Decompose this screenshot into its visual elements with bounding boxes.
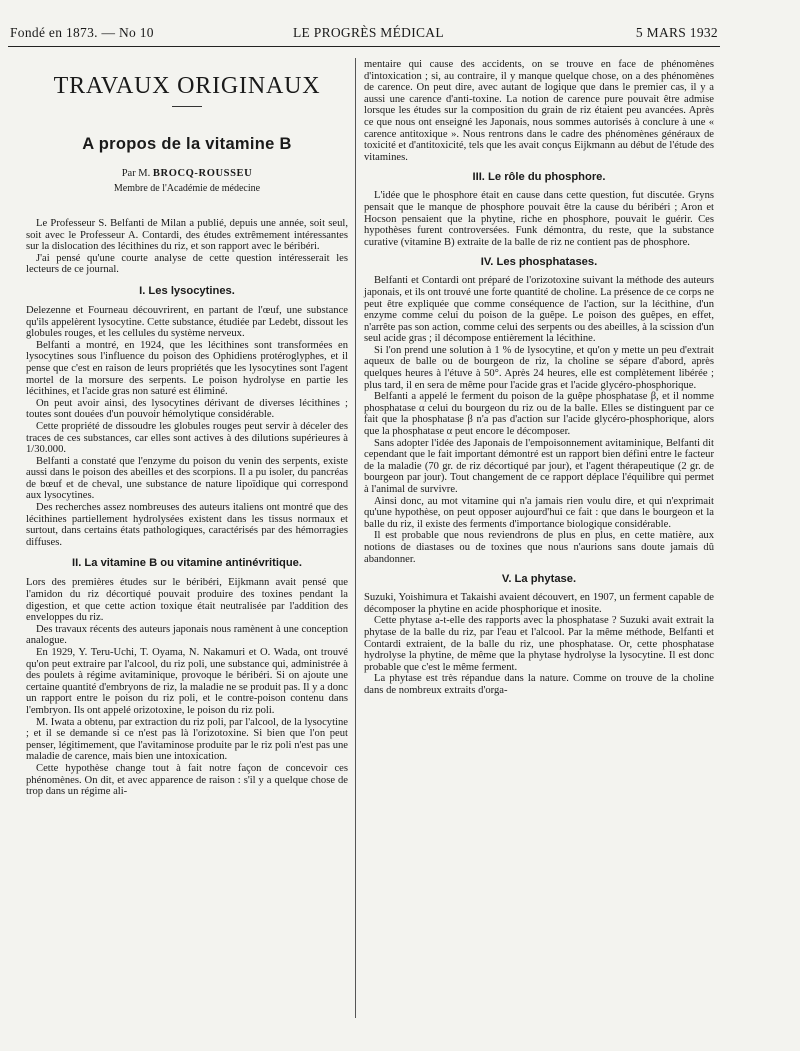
article-title: A propos de la vitamine B (82, 135, 292, 153)
paragraph: Belfanti a constaté que l'enzyme du poison du venin des serpents, existe aussi dans le poison des abeilles et des scorpions. Il a pu isoler, du pancréas de bœuf et de cheval, une substance de nature lipoïdique qui correspond aux lysocytines. (26, 455, 348, 502)
paragraph: Belfanti a montré, en 1924, que les lécithines sont transformées en lysocytines sous l'influence du poison des Ophidiens protéroglyphes, et il pense que c'est en raison de leurs propriétés que les lysocytines sont l'agent mortel de la morsure des serpents. Le poison hydrolyse en partie les lécithines, et l'acide gras non saturé est éliminé. (26, 339, 348, 398)
header-founded: Fondé en 1873. — No 10 (10, 25, 154, 40)
paragraph: On peut avoir ainsi, des lysocytines dérivant de diverses lécithines ; toutes sont douées d'un pouvoir hémolytique considérable. (26, 397, 348, 421)
author-affiliation: Membre de l'Académie de médecine (113, 183, 261, 194)
page-header (10, 25, 718, 41)
paragraph: Des travaux récents des auteurs japonais nous ramènent à une conception analogue. (26, 623, 348, 647)
paragraph: Belfanti a appelé le ferment du poison de la guêpe phosphatase β, et il nomme phosphatase α celui du bourgeon du riz ou de la balle. Elles se distinguent par ce fait que la phosphatase β n'a pas d'action sur l'acide glycéro-phosphorique, alors que la phosphatase α peut encore le décomposer. (364, 391, 714, 438)
paragraph: L'idée que le phosphore était en cause dans cette question, fut discutée. Gryns pensait que le manque de phosphore pouvait être la cause du béribéri ; Aron et Hocson pensaient que la phytine, riche en phosphore, pouvait le guérir. Ces hypothèses furent controversées. Funk démontra, du reste, que la substance curative (vitamine B) extraite de la balle de riz ne contient pas de phosphore. (364, 190, 714, 248)
paragraph: Si l'on prend une solution à 1 % de lysocytine, et qu'on y mette un peu d'extrait aqueux de balle ou de bourgeon de riz, la choline se sépare d'abord, après quelques heures à l'étuve à 50°. Après 24 heures, elle est complètement libérée ; plus tard, il en sera de même pour l'acide gras et l'acide glycéro-phosphorique. (364, 344, 714, 391)
section-vitamine-b (26, 577, 348, 797)
section-phosphore (364, 190, 714, 248)
journal-name: LE PROGRÈS MÉDICAL (293, 25, 444, 40)
paragraph: En 1929, Y. Teru-Uchi, T. Oyama, N. Nakamuri et O. Wada, ont trouvé qu'on peut extraire par l'alcool, du riz poli, une substance qui, administrée à des poulets à régime avitaminique, provoque le béribéri. Si on ajoute une certaine quantité d'embryons de riz, la maladie ne se produit pas. Il y a donc un rapport entre le poison du riz poli, et le contre-poison contenu dans l'embryon. Ils ont appelé orizotoxine, le poison du riz poli. (26, 647, 348, 716)
paragraph: Cette propriété de dissoudre les globules rouges peut servir à déceler des traces de ces substances, car elles sont actives à des dilutions supérieures à 1/30.000. (26, 420, 348, 456)
title-rule (172, 106, 202, 107)
paragraph: J'ai pensé qu'une courte analyse de cette question intéresserait les lecteurs de ce journal. (26, 252, 348, 276)
paragraph: Cette phytase a-t-elle des rapports avec la phosphatase ? Suzuki avait extrait la phytase de la balle du riz, par l'eau et l'alcool. Par la même méthode, Belfanti et Contardi extraient, de la balle du riz, une phosphatase. Or, cette phosphatase hydrolyse la phytine, de même que la phytase hydrolyse la lysocytine. Il est donc probable que c'est le même ferment. (364, 615, 714, 673)
section-title: TRAVAUX ORIGINAUX (53, 73, 321, 99)
column-divider (355, 58, 356, 1018)
header-rule (8, 46, 720, 47)
paragraph: Delezenne et Fourneau découvrirent, en partant de l'œuf, une substance qu'ils appelèrent lysocytine. Cette substance, étudiée par Ledebt, dissout les globules rouges, et les cellules du système nerveux. (26, 304, 348, 340)
intro-text (26, 218, 348, 276)
subheading-phytase: V. La phytase. (501, 573, 577, 586)
byline (26, 168, 348, 179)
section-lysocytines (26, 305, 348, 548)
paragraph: La phytase est très répandue dans la nature. Comme on trouve de la choline dans de nombreux extraits d'orga- (364, 673, 714, 696)
right-column (364, 59, 714, 697)
paragraph: Cette hypothèse change tout à fait notre façon de concevoir ces phénomènes. On dit, et avec apparence de raison : s'il y a quelque chose de trop dans un régime ali- (26, 762, 348, 798)
subheading-phosphatases: IV. Les phosphatases. (480, 256, 598, 269)
section-vitamine-b-continued (364, 59, 714, 163)
subheading-vitamine-b: II. La vitamine B ou vitamine antinévritique. (71, 557, 303, 570)
left-column (26, 55, 348, 798)
issue-date: 5 MARS 1932 (635, 25, 718, 40)
paragraph: Lors des premières études sur le béribéri, Eijkmann avait pensé que l'amidon du riz décortiqué pouvait produire des toxines pendant la digestion, et que cette action toxique était neutralisée par l'addition des enveloppes du riz. (26, 577, 348, 624)
paragraph: Sans adopter l'idée des Japonais de l'empoisonnement avitaminique, Belfanti dit cependant que le fait important démontré est un rapport bien défini entre le facteur de la maladie (70 gr. de riz décortiqué par jour), et l'agent thérapeutique (2 gr. de bourgeon par jour). Tout changement de ce rapport déplace l'équilibre qui permet à l'animal de survivre. (364, 437, 714, 495)
paragraph: Ainsi donc, au mot vitamine qui n'a jamais rien voulu dire, et qui n'exprimait qu'une hypothèse, on peut opposer aujourd'hui ce fait : que dans le bourgeon et la balle du riz, il existe des ferments d'importance biologique considérable. (364, 495, 714, 530)
section-phosphatases (364, 275, 714, 565)
paragraph: mentaire qui cause des accidents, on se trouve en face de phénomènes d'intoxication ; si, au contraire, il y manque quelque chose, on a des phénomènes de carence. On peut dire, avec autant de logique que dans le premier cas, il y a aussi une carence d'anti-toxine. La notion de carence pure pouvait être admise lorsque les études sur la composition du grain de riz étaient peu avancées. Après ce que nous ont enseigné les Japonais, nous sommes autorisés à conclure à une « carence antitoxique ». Nous rentrons dans le cadre des phénomènes généraux de toxicité et d'antitoxicité, tels que les avait conçus Eijkmann au début de l'étude des vitamines. (364, 59, 714, 163)
paragraph: M. Iwata a obtenu, par extraction du riz poli, par l'alcool, de la lysocytine ; et il se demande si ce n'est pas là l'orizotoxine. Si bien que l'on peut penser, légitimement, que l'avitaminose produite par le riz poli n'est pas une maladie de carence, mais bien une intoxication. (26, 716, 348, 763)
subheading-lysocytines: I. Les lysocytines. (139, 284, 235, 297)
paragraph: Le Professeur S. Belfanti de Milan a publié, depuis une année, soit seul, soit avec le Professeur A. Contardi, des études extrêmement intéressantes sur la dislocation des lécithines du riz, et son rapport avec le béribéri. (26, 218, 348, 253)
author-name: BROCQ-ROUSSEU (152, 168, 253, 179)
paragraph: Des recherches assez nombreuses des auteurs italiens ont montré que des lécithines partiellement hydrolysées existent dans les tissus normaux et surtout, dans certains états pathologiques, caractérisés par des hémorragies diffuses. (26, 502, 348, 548)
byline-prefix: Par M. (121, 168, 151, 179)
paragraph: Il est probable que nous reviendrons de plus en plus, en cette matière, aux notions de diastases ou de toxines que nous n'aurions sans doute jamais dû abandonner. (364, 530, 714, 565)
section-phytase (364, 592, 714, 696)
paragraph: Suzuki, Yoishimura et Takaishi avaient découvert, en 1907, un ferment capable de décomposer la phytine en acide phosphorique et inosite. (364, 592, 714, 615)
subheading-phosphore: III. Le rôle du phosphore. (472, 171, 606, 184)
paragraph: Belfanti et Contardi ont préparé de l'orizotoxine suivant la méthode des auteurs japonais, et ils ont trouvé une forte quantité de choline. La présence de ce corps ne peut être expliquée que comme conséquence de l'action, sur la lécithine, d'un enzyme comme celui du poison de la guêpe. Le poison des guêpes, en effet, n'arrête pas son action, comme celui des serpents ou des abeilles, à la scission d'un seul acide gras ; il décompose entièrement la lécithine. (364, 275, 714, 345)
